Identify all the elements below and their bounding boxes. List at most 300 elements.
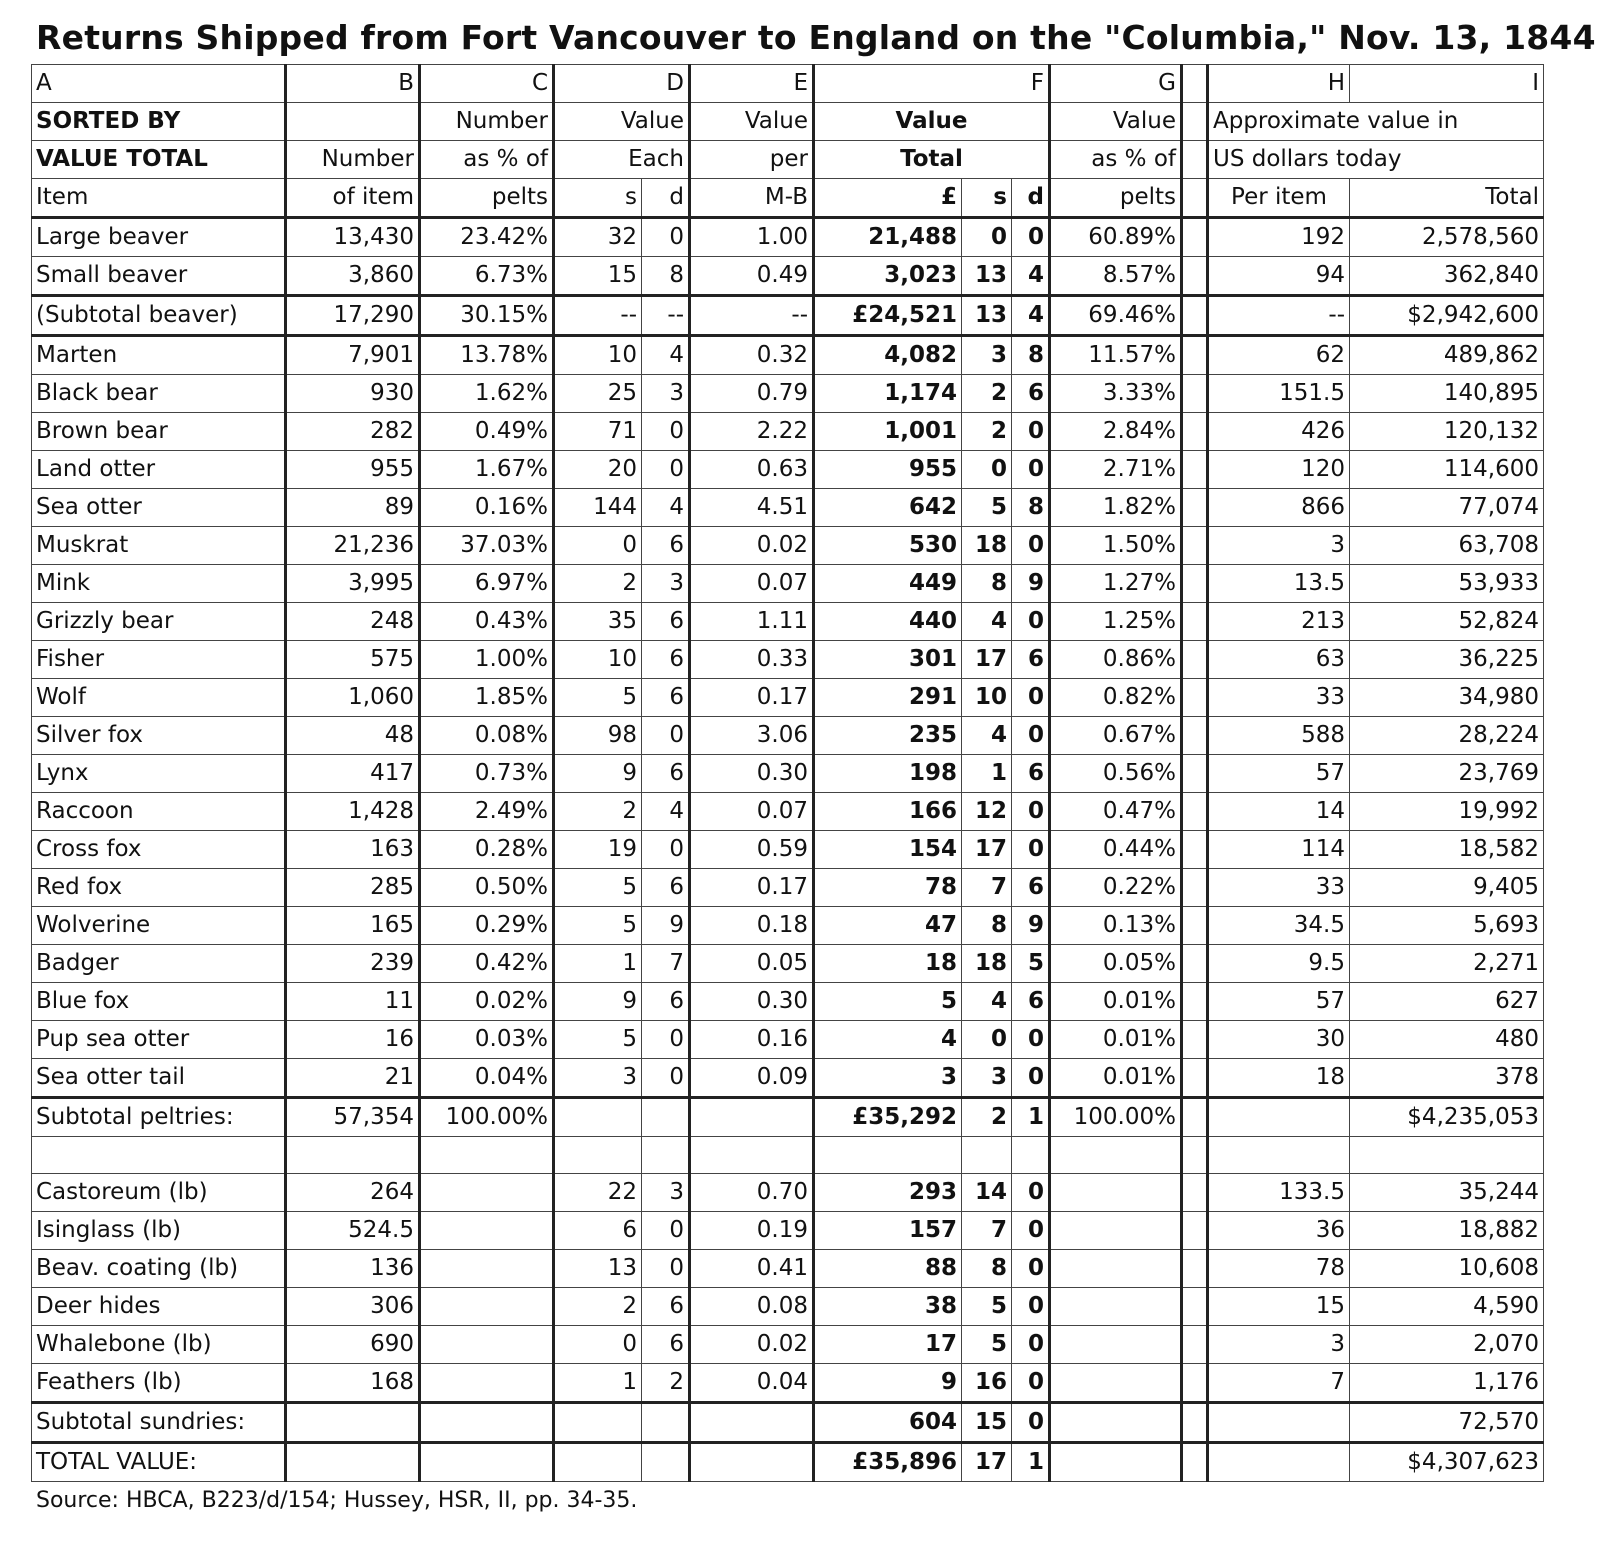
- value-pct-cell: 1.50%: [1050, 527, 1182, 565]
- total-shillings-cell: 16: [962, 1364, 1012, 1403]
- total-pounds-cell: 4,082: [814, 336, 962, 375]
- each-shillings-cell: 20: [554, 451, 642, 489]
- usd-per-item-cell: 63: [1208, 641, 1350, 679]
- value-pct-cell: 69.46%: [1050, 296, 1182, 336]
- total-pounds-cell: 157: [814, 1212, 962, 1250]
- page-title: Returns Shipped from Fort Vancouver to England on the "Columbia," Nov. 13, 1844: [36, 18, 1596, 57]
- value-per-mb-cell: 0.17: [690, 679, 814, 717]
- total-pence-cell: 1: [1012, 1443, 1050, 1482]
- total-pounds-cell: 198: [814, 755, 962, 793]
- total-pence-cell: 0: [1012, 1174, 1050, 1212]
- each-pence-cell: 6: [642, 755, 690, 793]
- value-pct-cell: 0.44%: [1050, 831, 1182, 869]
- usd-total-cell: 2,070: [1350, 1326, 1544, 1364]
- col-letter-a: A: [32, 65, 286, 103]
- item-name: Red fox: [32, 869, 286, 907]
- usd-total-cell: 35,244: [1350, 1174, 1544, 1212]
- usd-total-cell: 52,824: [1350, 603, 1544, 641]
- total-pence-cell: 0: [1012, 1212, 1050, 1250]
- header-value-pct: Value: [1050, 103, 1182, 141]
- each-pence-cell: 8: [642, 257, 690, 296]
- value-pct-cell: 0.47%: [1050, 793, 1182, 831]
- total-pounds-cell: 1,001: [814, 413, 962, 451]
- each-shillings-cell: [554, 1098, 642, 1137]
- table-row: [32, 831, 1544, 869]
- total-pence-cell: 0: [1012, 831, 1050, 869]
- gap-column: [1182, 296, 1208, 336]
- usd-total-cell: 19,992: [1350, 793, 1544, 831]
- number-pct-cell: 2.49%: [420, 793, 554, 831]
- number-cell: 306: [286, 1288, 420, 1326]
- item-name: Large beaver: [32, 218, 286, 257]
- returns-table: [31, 64, 1544, 1482]
- number-cell: 955: [286, 451, 420, 489]
- total-pounds-cell: 293: [814, 1174, 962, 1212]
- value-per-mb-cell: --: [690, 296, 814, 336]
- table-body: [32, 65, 1544, 1482]
- value-per-mb-cell: 0.30: [690, 755, 814, 793]
- number-cell: 11: [286, 983, 420, 1021]
- value-per-mb-cell: 0.33: [690, 641, 814, 679]
- total-pence-cell: 6: [1012, 755, 1050, 793]
- item-name: Mink: [32, 565, 286, 603]
- value-pct-cell: 2.71%: [1050, 451, 1182, 489]
- total-pence-cell: 6: [1012, 375, 1050, 413]
- number-pct-cell: [420, 1403, 554, 1443]
- each-pence-cell: 2: [642, 1364, 690, 1403]
- number-cell: 16: [286, 1021, 420, 1059]
- usd-total-cell: 378: [1350, 1059, 1544, 1098]
- table-row: [32, 489, 1544, 527]
- header-total-pence: d: [1012, 179, 1050, 218]
- gap-column: [1182, 1326, 1208, 1364]
- number-pct-cell: [420, 1364, 554, 1403]
- header-value-total: Value: [814, 103, 1050, 141]
- number-cell: 21: [286, 1059, 420, 1098]
- header-per-item: Per item: [1208, 179, 1350, 218]
- usd-per-item-cell: 57: [1208, 983, 1350, 1021]
- each-pence-cell: 0: [642, 413, 690, 451]
- usd-per-item-cell: 36: [1208, 1212, 1350, 1250]
- number-pct-cell: 100.00%: [420, 1098, 554, 1137]
- number-pct-cell: [420, 1326, 554, 1364]
- total-pounds-cell: 4: [814, 1021, 962, 1059]
- total-shillings-cell: 13: [962, 296, 1012, 336]
- col-letter-f: F: [814, 65, 1050, 103]
- usd-total-cell: 53,933: [1350, 565, 1544, 603]
- item-name: Isinglass (lb): [32, 1212, 286, 1250]
- number-pct-cell: [420, 1174, 554, 1212]
- usd-total-cell: 1,176: [1350, 1364, 1544, 1403]
- number-cell: 21,236: [286, 527, 420, 565]
- number-pct-cell: 6.97%: [420, 565, 554, 603]
- header-as-pct-g: as % of: [1050, 141, 1182, 179]
- total-pounds-cell: 9: [814, 1364, 962, 1403]
- usd-total-cell: 120,132: [1350, 413, 1544, 451]
- value-pct-cell: 1.25%: [1050, 603, 1182, 641]
- header-value-each: Value: [554, 103, 690, 141]
- total-shillings-cell: 3: [962, 336, 1012, 375]
- each-pence-cell: 6: [642, 1326, 690, 1364]
- each-shillings-cell: 35: [554, 603, 642, 641]
- table-row: [32, 218, 1544, 257]
- value-per-mb-cell: [690, 1403, 814, 1443]
- total-shillings-cell: 2: [962, 375, 1012, 413]
- value-pct-cell: [1050, 1250, 1182, 1288]
- value-per-mb-cell: 0.70: [690, 1174, 814, 1212]
- each-shillings-cell: 19: [554, 831, 642, 869]
- value-per-mb-cell: 0.09: [690, 1059, 814, 1098]
- total-pounds-cell: 449: [814, 565, 962, 603]
- number-pct-cell: 0.03%: [420, 1021, 554, 1059]
- spacer-row: [32, 1137, 1544, 1174]
- each-shillings-cell: [554, 1443, 642, 1482]
- value-pct-cell: [1050, 1288, 1182, 1326]
- header-number-b: Number: [286, 141, 420, 179]
- gap-column: [1182, 413, 1208, 451]
- value-per-mb-cell: 0.16: [690, 1021, 814, 1059]
- usd-per-item-cell: 120: [1208, 451, 1350, 489]
- item-name: Deer hides: [32, 1288, 286, 1326]
- usd-total-cell: 18,582: [1350, 831, 1544, 869]
- usd-per-item-cell: 30: [1208, 1021, 1350, 1059]
- number-cell: 524.5: [286, 1212, 420, 1250]
- number-cell: 7,901: [286, 336, 420, 375]
- total-shillings-cell: 4: [962, 983, 1012, 1021]
- each-shillings-cell: 71: [554, 413, 642, 451]
- total-pounds-cell: 88: [814, 1250, 962, 1288]
- number-cell: 239: [286, 945, 420, 983]
- usd-total-cell: 23,769: [1350, 755, 1544, 793]
- value-per-mb-cell: 0.04: [690, 1364, 814, 1403]
- total-pence-cell: 0: [1012, 527, 1050, 565]
- usd-per-item-cell: 3: [1208, 1326, 1350, 1364]
- grand-total-row: [32, 1443, 1544, 1482]
- gap-column: [1182, 907, 1208, 945]
- header-pence: d: [642, 179, 690, 218]
- value-pct-cell: [1050, 1212, 1182, 1250]
- each-pence-cell: 6: [642, 679, 690, 717]
- each-shillings-cell: 0: [554, 527, 642, 565]
- usd-total-cell: 34,980: [1350, 679, 1544, 717]
- total-pounds-cell: £35,292: [814, 1098, 962, 1137]
- total-shillings-cell: 0: [962, 1021, 1012, 1059]
- gap-column: [1182, 1403, 1208, 1443]
- total-pounds-cell: 3: [814, 1059, 962, 1098]
- total-pence-cell: 0: [1012, 603, 1050, 641]
- header-per: per: [690, 141, 814, 179]
- total-pounds-cell: 1,174: [814, 375, 962, 413]
- number-cell: 48: [286, 717, 420, 755]
- number-pct-cell: 0.04%: [420, 1059, 554, 1098]
- value-per-mb-cell: 0.63: [690, 451, 814, 489]
- total-pounds-cell: 530: [814, 527, 962, 565]
- each-pence-cell: 6: [642, 641, 690, 679]
- item-name: Black bear: [32, 375, 286, 413]
- usd-per-item-cell: 3: [1208, 527, 1350, 565]
- table-row: [32, 1212, 1544, 1250]
- usd-total-cell: $4,235,053: [1350, 1098, 1544, 1137]
- header-value-total-sort: VALUE TOTAL: [32, 141, 286, 179]
- number-cell: 136: [286, 1250, 420, 1288]
- each-pence-cell: 0: [642, 1212, 690, 1250]
- value-pct-cell: [1050, 1326, 1182, 1364]
- usd-per-item-cell: 213: [1208, 603, 1350, 641]
- each-pence-cell: [642, 1443, 690, 1482]
- item-name: Beav. coating (lb): [32, 1250, 286, 1288]
- total-pounds-cell: 154: [814, 831, 962, 869]
- item-name: Brown bear: [32, 413, 286, 451]
- usd-per-item-cell: 7: [1208, 1364, 1350, 1403]
- item-name: Wolf: [32, 679, 286, 717]
- number-cell: [286, 1403, 420, 1443]
- value-pct-cell: 8.57%: [1050, 257, 1182, 296]
- table-row: [32, 565, 1544, 603]
- each-shillings-cell: [554, 1403, 642, 1443]
- value-per-mb-cell: 0.17: [690, 869, 814, 907]
- usd-per-item-cell: 14: [1208, 793, 1350, 831]
- value-pct-cell: 3.33%: [1050, 375, 1182, 413]
- total-pence-cell: 9: [1012, 565, 1050, 603]
- number-pct-cell: [420, 1443, 554, 1482]
- item-name: Cross fox: [32, 831, 286, 869]
- item-name: Badger: [32, 945, 286, 983]
- each-pence-cell: 3: [642, 1174, 690, 1212]
- total-pence-cell: 0: [1012, 1326, 1050, 1364]
- total-pence-cell: 9: [1012, 907, 1050, 945]
- each-shillings-cell: 1: [554, 945, 642, 983]
- header-total: Total: [814, 141, 1050, 179]
- col-letter-b: B: [286, 65, 420, 103]
- total-pence-cell: 0: [1012, 413, 1050, 451]
- table-row: [32, 869, 1544, 907]
- each-pence-cell: 6: [642, 603, 690, 641]
- each-pence-cell: --: [642, 296, 690, 336]
- table-row: [32, 717, 1544, 755]
- each-shillings-cell: 2: [554, 1288, 642, 1326]
- subtotal-peltries-row: [32, 1098, 1544, 1137]
- total-pence-cell: 0: [1012, 218, 1050, 257]
- header-each: Each: [554, 141, 690, 179]
- total-pence-cell: 6: [1012, 983, 1050, 1021]
- usd-total-cell: 28,224: [1350, 717, 1544, 755]
- gap-column: [1182, 1021, 1208, 1059]
- total-pence-cell: 0: [1012, 1403, 1050, 1443]
- gap-column: [1182, 1174, 1208, 1212]
- each-shillings-cell: 32: [554, 218, 642, 257]
- total-pounds-cell: 38: [814, 1288, 962, 1326]
- value-pct-cell: 0.01%: [1050, 1021, 1182, 1059]
- gap-column: [1182, 65, 1208, 103]
- total-pence-cell: 0: [1012, 1288, 1050, 1326]
- total-shillings-cell: 8: [962, 565, 1012, 603]
- table-row: [32, 257, 1544, 296]
- total-pounds-cell: 47: [814, 907, 962, 945]
- header-row-3: [32, 179, 1544, 218]
- usd-total-cell: 5,693: [1350, 907, 1544, 945]
- table-row: [32, 451, 1544, 489]
- total-shillings-cell: 4: [962, 717, 1012, 755]
- each-shillings-cell: 10: [554, 336, 642, 375]
- total-shillings-cell: 5: [962, 489, 1012, 527]
- subtotal-beaver-row: [32, 296, 1544, 336]
- item-name: Pup sea otter: [32, 1021, 286, 1059]
- item-name: Fisher: [32, 641, 286, 679]
- each-pence-cell: 9: [642, 907, 690, 945]
- table-row: [32, 527, 1544, 565]
- value-pct-cell: 0.86%: [1050, 641, 1182, 679]
- value-pct-cell: 0.05%: [1050, 945, 1182, 983]
- usd-total-cell: 2,271: [1350, 945, 1544, 983]
- gap-column: [1182, 1098, 1208, 1137]
- gap-column: [1182, 451, 1208, 489]
- item-name: Muskrat: [32, 527, 286, 565]
- table-row: [32, 641, 1544, 679]
- header-number: Number: [420, 103, 554, 141]
- col-letter-c: C: [420, 65, 554, 103]
- gap-column: [1182, 336, 1208, 375]
- total-pence-cell: 0: [1012, 1059, 1050, 1098]
- usd-per-item-cell: 133.5: [1208, 1174, 1350, 1212]
- total-pounds-cell: 78: [814, 869, 962, 907]
- subtotal-sundries-row: [32, 1403, 1544, 1443]
- number-cell: 248: [286, 603, 420, 641]
- number-pct-cell: 0.16%: [420, 489, 554, 527]
- item-name: Grizzly bear: [32, 603, 286, 641]
- usd-per-item-cell: 94: [1208, 257, 1350, 296]
- usd-per-item-cell: 9.5: [1208, 945, 1350, 983]
- number-cell: 1,060: [286, 679, 420, 717]
- value-pct-cell: 100.00%: [1050, 1098, 1182, 1137]
- each-shillings-cell: 2: [554, 793, 642, 831]
- number-pct-cell: 23.42%: [420, 218, 554, 257]
- total-shillings-cell: 13: [962, 257, 1012, 296]
- header-approx-value: Approximate value in: [1208, 103, 1544, 141]
- total-pounds-cell: 301: [814, 641, 962, 679]
- header-pelts-g: pelts: [1050, 179, 1182, 218]
- each-pence-cell: 0: [642, 218, 690, 257]
- total-pence-cell: 0: [1012, 451, 1050, 489]
- total-pounds-cell: 235: [814, 717, 962, 755]
- col-letter-i: I: [1350, 65, 1544, 103]
- total-shillings-cell: 8: [962, 907, 1012, 945]
- item-name: Raccoon: [32, 793, 286, 831]
- usd-total-cell: $2,942,600: [1350, 296, 1544, 336]
- number-pct-cell: 13.78%: [420, 336, 554, 375]
- number-pct-cell: 0.49%: [420, 413, 554, 451]
- total-shillings-cell: 17: [962, 641, 1012, 679]
- number-pct-cell: 0.73%: [420, 755, 554, 793]
- value-pct-cell: 0.22%: [1050, 869, 1182, 907]
- total-shillings-cell: 0: [962, 218, 1012, 257]
- value-per-mb-cell: 3.06: [690, 717, 814, 755]
- total-shillings-cell: 17: [962, 831, 1012, 869]
- item-name: (Subtotal beaver): [32, 296, 286, 336]
- value-per-mb-cell: 0.30: [690, 983, 814, 1021]
- gap-column: [1182, 1443, 1208, 1482]
- value-pct-cell: 2.84%: [1050, 413, 1182, 451]
- gap-column: [1182, 945, 1208, 983]
- usd-per-item-cell: 34.5: [1208, 907, 1350, 945]
- number-pct-cell: 0.43%: [420, 603, 554, 641]
- total-shillings-cell: 7: [962, 869, 1012, 907]
- number-pct-cell: 0.50%: [420, 869, 554, 907]
- usd-per-item-cell: 426: [1208, 413, 1350, 451]
- total-shillings-cell: 15: [962, 1403, 1012, 1443]
- value-per-mb-cell: 0.05: [690, 945, 814, 983]
- value-per-mb-cell: 0.41: [690, 1250, 814, 1288]
- number-cell: 17,290: [286, 296, 420, 336]
- value-pct-cell: 1.82%: [1050, 489, 1182, 527]
- total-shillings-cell: 0: [962, 451, 1012, 489]
- table-row: [32, 793, 1544, 831]
- total-shillings-cell: 3: [962, 1059, 1012, 1098]
- value-pct-cell: 0.01%: [1050, 1059, 1182, 1098]
- gap-column: [1182, 717, 1208, 755]
- usd-per-item-cell: 33: [1208, 679, 1350, 717]
- gap-column: [1182, 1364, 1208, 1403]
- gap-column: [1182, 641, 1208, 679]
- number-pct-cell: 1.67%: [420, 451, 554, 489]
- each-shillings-cell: 5: [554, 679, 642, 717]
- each-shillings-cell: --: [554, 296, 642, 336]
- each-shillings-cell: 1: [554, 1364, 642, 1403]
- usd-total-cell: 627: [1350, 983, 1544, 1021]
- total-pounds-cell: £35,896: [814, 1443, 962, 1482]
- item-name: Castoreum (lb): [32, 1174, 286, 1212]
- total-shillings-cell: 12: [962, 793, 1012, 831]
- value-pct-cell: 11.57%: [1050, 336, 1182, 375]
- value-pct-cell: 1.27%: [1050, 565, 1182, 603]
- total-pence-cell: 4: [1012, 257, 1050, 296]
- number-pct-cell: [420, 1212, 554, 1250]
- number-pct-cell: [420, 1288, 554, 1326]
- table-row: [32, 1326, 1544, 1364]
- total-shillings-cell: 18: [962, 945, 1012, 983]
- usd-per-item-cell: 15: [1208, 1288, 1350, 1326]
- each-pence-cell: 4: [642, 489, 690, 527]
- number-pct-cell: 37.03%: [420, 527, 554, 565]
- usd-per-item-cell: 33: [1208, 869, 1350, 907]
- each-shillings-cell: 5: [554, 907, 642, 945]
- number-cell: 13,430: [286, 218, 420, 257]
- usd-total-cell: 10,608: [1350, 1250, 1544, 1288]
- each-pence-cell: [642, 1403, 690, 1443]
- total-pence-cell: 4: [1012, 296, 1050, 336]
- each-shillings-cell: 22: [554, 1174, 642, 1212]
- gap-column: [1182, 1288, 1208, 1326]
- value-per-mb-cell: 0.18: [690, 907, 814, 945]
- header-pelts-c: pelts: [420, 179, 554, 218]
- each-pence-cell: 0: [642, 1250, 690, 1288]
- col-letter-d: D: [554, 65, 690, 103]
- header-value-per: Value: [690, 103, 814, 141]
- number-cell: [286, 1443, 420, 1482]
- usd-per-item-cell: [1208, 1098, 1350, 1137]
- value-pct-cell: 0.67%: [1050, 717, 1182, 755]
- table-row: [32, 336, 1544, 375]
- usd-total-cell: 2,578,560: [1350, 218, 1544, 257]
- value-pct-cell: [1050, 1364, 1182, 1403]
- gap-column: [1182, 755, 1208, 793]
- total-shillings-cell: 5: [962, 1326, 1012, 1364]
- total-shillings-cell: 5: [962, 1288, 1012, 1326]
- total-shillings-cell: 2: [962, 1098, 1012, 1137]
- each-pence-cell: 0: [642, 1059, 690, 1098]
- each-pence-cell: 6: [642, 869, 690, 907]
- table-row: [32, 1174, 1544, 1212]
- usd-total-cell: 480: [1350, 1021, 1544, 1059]
